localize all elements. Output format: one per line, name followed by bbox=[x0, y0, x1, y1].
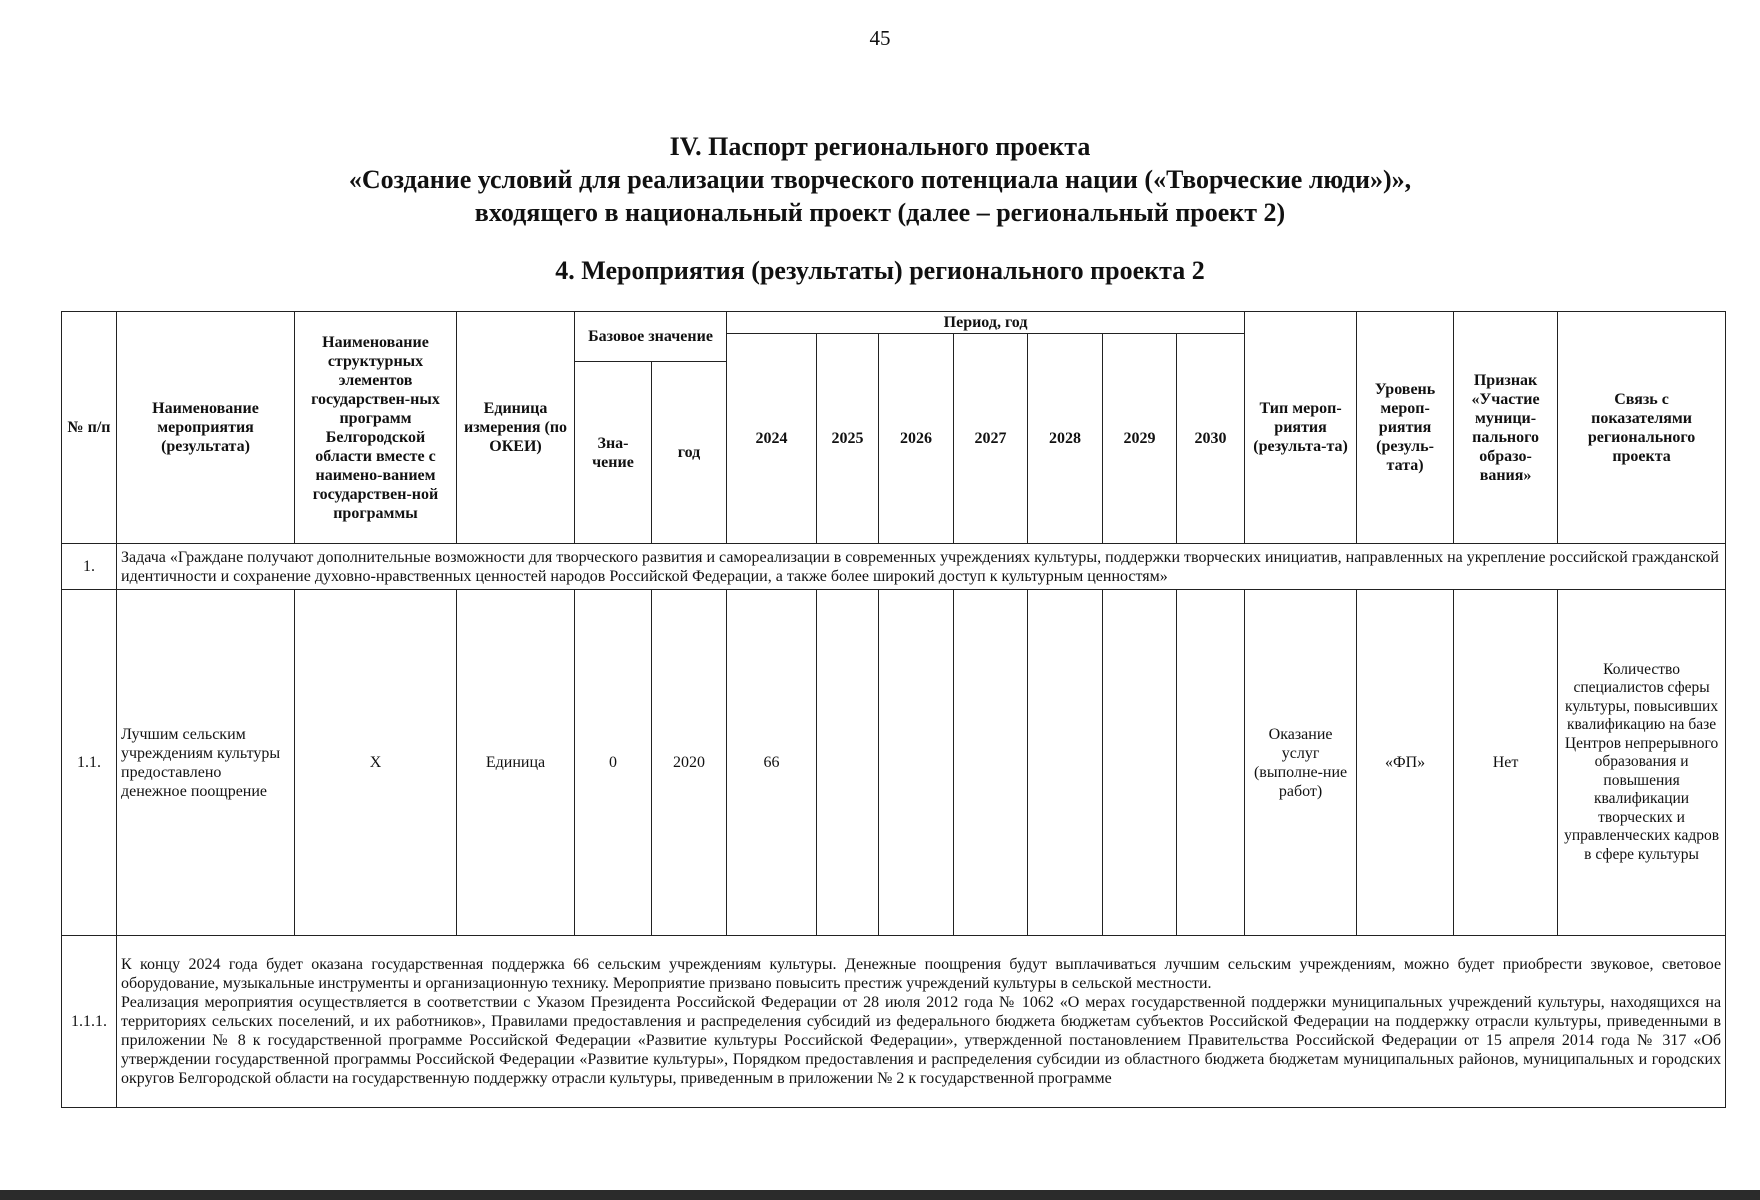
header-base-year: год bbox=[652, 362, 727, 544]
event-value-2030 bbox=[1177, 590, 1245, 936]
header-base: Базовое значение bbox=[575, 312, 727, 362]
event-value-2026 bbox=[879, 590, 954, 936]
description-paragraph-1: К концу 2024 года будет оказана государственная поддержка 66 сельским учреждениям культуры. Денежные поощрения будут выплачиваться лучшим сельским учреждениям, можно будет приобрести звуковое, световое оборудование, музыкальные инструменты и организационную технику. Мероприятие призвано повысить престиж учреждений культуры в сельской местности. bbox=[121, 956, 1722, 992]
header-period: Период, год bbox=[727, 312, 1245, 334]
page-number: 45 bbox=[869, 26, 891, 50]
event-link: Количество специалистов сферы культуры, повысивших квалификацию на базе Центров непрерывного образования и повышения квалификации творческих и управленческих кадров в сфере культуры bbox=[1558, 590, 1726, 936]
header-link: Связь с показателями регионального проекта bbox=[1558, 312, 1726, 544]
event-value-2028 bbox=[1028, 590, 1103, 936]
task-num: 1. bbox=[62, 544, 117, 590]
header-year-2027: 2027 bbox=[954, 334, 1028, 544]
header-num: № п/п bbox=[62, 312, 117, 544]
header-type: Тип мероп-риятия (результа-та) bbox=[1245, 312, 1357, 544]
event-value-2029 bbox=[1103, 590, 1177, 936]
description-paragraph-2: Реализация мероприятия осуществляется в соответствии с Указом Президента Российской Федерации от 28 июля 2012 года № 1062 «О мерах государственной поддержки муниципальных учреждений культуры, находящихся на территориях сельских поселений, и их работников», Правилами предоставления и распределения субсидий из федерального бюджета бюджетам субъектов Российской Федерации на поддержку отрасли культуры, приведенными в приложении № 8 к государственной программе Российской Федерации «Развитие культуры Российской Федерации», утвержденной постановлением Правительства Российской Федерации от 15 апреля 2014 года № 317 «Об утверждении государственной программы Российской Федерации «Развитие культуры», Порядком предоставления и распределения субсидии из областного бюджета бюджетам муниципальных районов, муниципальных и городских округов Белгородской области на государственную поддержку отрасли культуры, приведенным в приложении № 2 к государственной программе bbox=[121, 994, 1722, 1087]
header-programs: Наименование структурных элементов государствен-ных программ Белгородской области вместе с наимено-ванием государствен-ной программы bbox=[295, 312, 457, 544]
header-municipal: Признак «Участие муници-пального образо-вания» bbox=[1454, 312, 1558, 544]
event-base-value: 0 bbox=[575, 590, 652, 936]
header-unit: Единица измерения (по ОКЕИ) bbox=[457, 312, 575, 544]
document-title bbox=[0, 130, 1760, 229]
event-type: Оказание услуг (выполне-ние работ) bbox=[1245, 590, 1357, 936]
header-year-2025: 2025 bbox=[817, 334, 879, 544]
header-year-2030: 2030 bbox=[1177, 334, 1245, 544]
header-year-2024: 2024 bbox=[727, 334, 817, 544]
event-level: «ФП» bbox=[1357, 590, 1454, 936]
task-text: Задача «Граждане получают дополнительные возможности для творческого развития и самореализации в современных учреждениях культуры, поддержки творческих инициатив, направленных на укрепление российской гражданской идентичности и сохранение духовно-нравственных ценностей народов Российской Федерации, а также более широкий доступ к культурным ценностям» bbox=[117, 544, 1726, 590]
header-base-value: Зна-чение bbox=[575, 362, 652, 544]
event-value-2025 bbox=[817, 590, 879, 936]
event-value-2024: 66 bbox=[727, 590, 817, 936]
header-level: Уровень мероп-риятия (резуль-тата) bbox=[1357, 312, 1454, 544]
scan-bottom-edge bbox=[0, 1190, 1760, 1200]
description-text bbox=[117, 936, 1726, 1108]
event-num: 1.1. bbox=[62, 590, 117, 936]
event-programs: Х bbox=[295, 590, 457, 936]
event-municipal: Нет bbox=[1454, 590, 1558, 936]
event-value-2027 bbox=[954, 590, 1028, 936]
title-line-3: входящего в национальный проект (далее – региональный проект 2) bbox=[474, 198, 1286, 227]
title-line-1: IV. Паспорт регионального проекта bbox=[669, 132, 1091, 161]
event-name: Лучшим сельским учреждениям культуры предоставлено денежное поощрение bbox=[117, 590, 295, 936]
description-num: 1.1.1. bbox=[62, 936, 117, 1108]
description-row bbox=[62, 936, 1726, 1108]
header-year-2028: 2028 bbox=[1028, 334, 1103, 544]
title-line-2: «Создание условий для реализации творческого потенциала нации («Творческие люди»)», bbox=[348, 165, 1412, 194]
header-name: Наименование мероприятия (результата) bbox=[117, 312, 295, 544]
header-row-1 bbox=[62, 312, 1726, 334]
event-unit: Единица bbox=[457, 590, 575, 936]
event-base-year: 2020 bbox=[652, 590, 727, 936]
event-row bbox=[62, 590, 1726, 936]
header-year-2029: 2029 bbox=[1103, 334, 1177, 544]
section-title: 4. Мероприятия (результаты) регионального проекта 2 bbox=[555, 256, 1205, 285]
header-year-2026: 2026 bbox=[879, 334, 954, 544]
events-table bbox=[61, 311, 1726, 1108]
task-row bbox=[62, 544, 1726, 590]
